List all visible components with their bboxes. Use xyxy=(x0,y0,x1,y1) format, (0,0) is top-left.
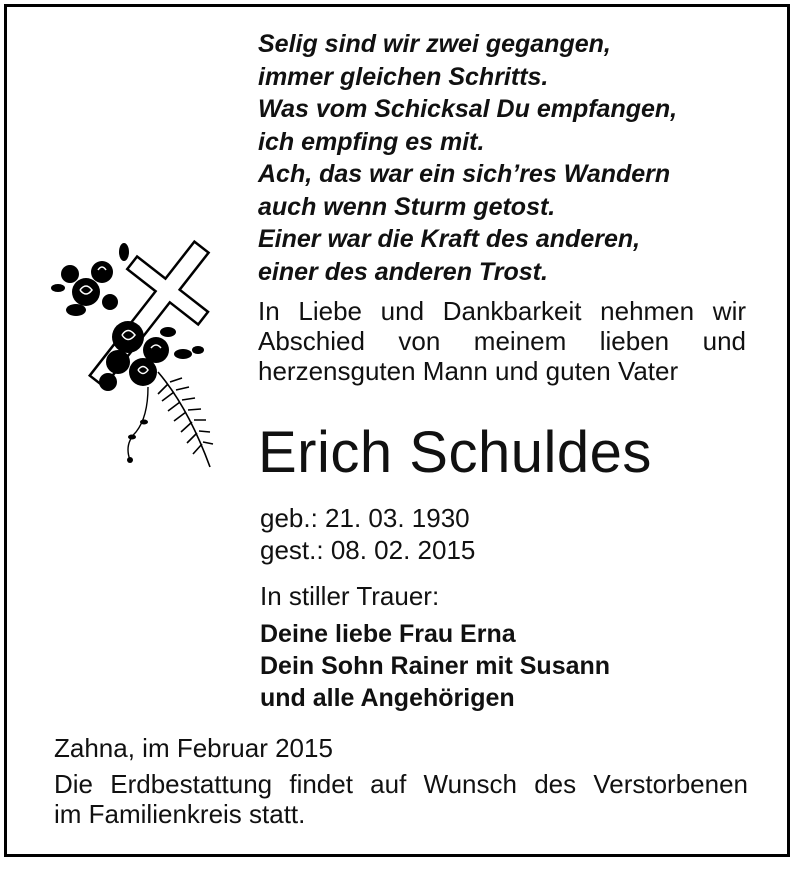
intro-line: In Liebe und Dankbarkeit nehmen wir xyxy=(258,296,746,326)
burial-note xyxy=(54,769,748,829)
poem-line: auch wenn Sturm getost. xyxy=(258,192,556,221)
death-date: gest.: 08. 02. 2015 xyxy=(260,535,476,565)
burial-line: Die Erdbestattung findet auf Wunsch des Verstorbenen xyxy=(54,769,748,799)
mourner: Dein Sohn Rainer mit Susann xyxy=(260,652,611,680)
poem-line: Einer war die Kraft des anderen, xyxy=(258,225,641,253)
mourner: Deine liebe Frau Erna xyxy=(260,620,516,648)
life-dates xyxy=(260,502,475,566)
poem-line: immer gleichen Schritts. xyxy=(258,62,549,91)
intro-line: herzensguten Mann und guten Vater xyxy=(258,356,679,386)
deceased-name: Erich Schuldes xyxy=(258,420,652,485)
mourner: und alle Angehörigen xyxy=(260,684,515,712)
cross-with-roses-icon xyxy=(48,222,218,472)
place-date: Zahna, im Februar 2015 xyxy=(54,733,333,763)
birth-date: geb.: 21. 03. 1930 xyxy=(260,503,470,533)
poem xyxy=(258,28,738,288)
mourning-heading: In stiller Trauer: xyxy=(260,581,440,611)
poem-line: einer des anderen Trost. xyxy=(258,257,548,286)
burial-line: im Familienkreis statt. xyxy=(54,799,306,829)
poem-line: Ach, das war ein sich’res Wandern xyxy=(258,160,671,188)
poem-line: Selig sind wir zwei gegangen, xyxy=(258,30,611,58)
mourners-list xyxy=(260,618,610,714)
intro-text xyxy=(258,296,746,386)
poem-line: Was vom Schicksal Du empfangen, xyxy=(258,95,678,123)
intro-line: Abschied von meinem lieben und xyxy=(258,326,746,356)
poem-line: ich empfing es mit. xyxy=(258,127,485,156)
